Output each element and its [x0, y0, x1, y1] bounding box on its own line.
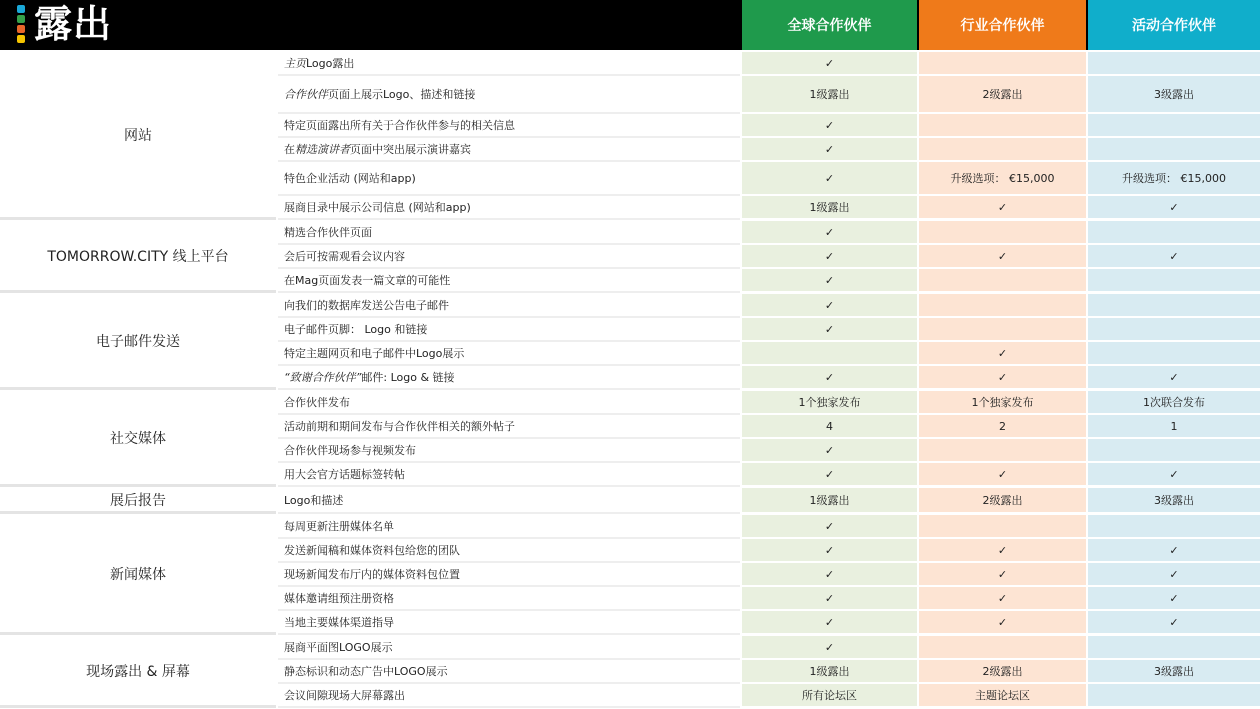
feature-label — [278, 660, 740, 684]
feature-label — [278, 52, 740, 76]
feature-text: 精选合作伙伴页面 — [284, 226, 372, 239]
industry-partner-cell: 2级露出 — [919, 488, 1086, 514]
event-partner-cell: ✓ — [1088, 463, 1260, 487]
event-partner-cell — [1088, 114, 1260, 138]
feature-text-suffix: 页面上展示Logo、描述和链接 — [328, 88, 476, 101]
feature-emphasis: “致谢合作伙伴” — [284, 371, 362, 384]
industry-partner-cell — [919, 138, 1086, 162]
brand-logo — [12, 2, 120, 48]
feature-text-suffix: Logo露出 — [306, 57, 355, 70]
global-partner-cell: 1个独家发布 — [742, 391, 917, 415]
category-website: 网站 — [0, 52, 276, 220]
event-partner-cell: 1次联合发布 — [1088, 391, 1260, 415]
feature-label — [278, 318, 740, 342]
column-header-industry: 行业合作伙伴 — [919, 0, 1086, 50]
feature-text: 活动前期和期间发布与合作伙伴相关的额外帖子 — [284, 420, 515, 433]
feature-emphasis: 精选演讲者 — [295, 143, 350, 156]
event-partner-cell: ✓ — [1088, 539, 1260, 563]
feature-text: 特定主题网页和电子邮件中Logo展示 — [284, 347, 465, 360]
global-partner-cell: ✓ — [742, 611, 917, 635]
global-partner-cell: ✓ — [742, 563, 917, 587]
feature-text: 每周更新注册媒体名单 — [284, 520, 394, 533]
feature-text: 在Mag页面发表一篇文章的可能性 — [284, 274, 451, 287]
global-partner-cell: ✓ — [742, 366, 917, 390]
logo-bar-1 — [17, 5, 25, 13]
feature-label — [278, 114, 740, 138]
feature-label — [278, 611, 740, 635]
feature-text: 合作伙伴发布 — [284, 396, 350, 409]
feature-label — [278, 269, 740, 293]
feature-label — [278, 488, 740, 514]
industry-partner-cell: ✓ — [919, 463, 1086, 487]
event-partner-cell: ✓ — [1088, 563, 1260, 587]
feature-label — [278, 539, 740, 563]
event-partner-cell: 3级露出 — [1088, 488, 1260, 514]
industry-partner-cell: ✓ — [919, 366, 1086, 390]
event-partner-cell: 3级露出 — [1088, 660, 1260, 684]
industry-partner-cell: ✓ — [919, 245, 1086, 269]
global-partner-cell: ✓ — [742, 636, 917, 660]
industry-partner-cell: ✓ — [919, 611, 1086, 635]
logo-mark-icon — [17, 5, 27, 45]
industry-partner-cell: ✓ — [919, 342, 1086, 366]
category-press-media: 新闻媒体 — [0, 515, 276, 635]
feature-label — [278, 391, 740, 415]
feature-text: 展商平面图LOGO展示 — [284, 641, 393, 654]
global-partner-cell: ✓ — [742, 587, 917, 611]
event-partner-cell: ✓ — [1088, 587, 1260, 611]
event-partner-cell — [1088, 269, 1260, 293]
category-onsite-screens: 现场露出 & 屏幕 — [0, 636, 276, 708]
category-online-platform: TOMORROW.CITY 线上平台 — [0, 221, 276, 293]
feature-label — [278, 294, 740, 318]
global-partner-cell: ✓ — [742, 162, 917, 196]
logo-bar-3 — [17, 25, 25, 33]
feature-label — [278, 587, 740, 611]
feature-label — [278, 342, 740, 366]
feature-label — [278, 563, 740, 587]
feature-text: Logo和描述 — [284, 494, 344, 507]
feature-label — [278, 138, 740, 162]
event-partner-cell: ✓ — [1088, 611, 1260, 635]
global-partner-cell: ✓ — [742, 439, 917, 463]
category-social-media: 社交媒体 — [0, 391, 276, 487]
global-partner-cell — [742, 342, 917, 366]
industry-partner-cell — [919, 515, 1086, 539]
feature-text: 用大会官方话题标签转帖 — [284, 468, 405, 481]
global-partner-cell: 1级露出 — [742, 196, 917, 220]
event-partner-cell — [1088, 342, 1260, 366]
industry-partner-cell — [919, 439, 1086, 463]
event-partner-cell: ✓ — [1088, 366, 1260, 390]
global-partner-cell: 1级露出 — [742, 660, 917, 684]
feature-text: 电子邮件页脚： Logo 和链接 — [284, 323, 428, 336]
feature-text: 向我们的数据库发送公告电子邮件 — [284, 299, 449, 312]
global-partner-cell: ✓ — [742, 138, 917, 162]
industry-partner-cell — [919, 294, 1086, 318]
global-partner-cell: ✓ — [742, 52, 917, 76]
global-partner-cell: ✓ — [742, 318, 917, 342]
global-partner-cell: 1级露出 — [742, 76, 917, 114]
global-partner-cell: ✓ — [742, 294, 917, 318]
industry-partner-cell: 1个独家发布 — [919, 391, 1086, 415]
global-partner-cell: ✓ — [742, 269, 917, 293]
feature-text: 在 — [284, 143, 295, 156]
logo-bar-2 — [17, 15, 25, 23]
industry-partner-cell: 升级选项： €15,000 — [919, 162, 1086, 196]
feature-label — [278, 366, 740, 390]
global-partner-cell: ✓ — [742, 221, 917, 245]
feature-text: 现场新闻发布厅内的媒体资料包位置 — [284, 568, 460, 581]
global-partner-cell: 1级露出 — [742, 488, 917, 514]
industry-partner-cell: ✓ — [919, 563, 1086, 587]
feature-text: 特色企业活动 (网站和app) — [284, 172, 416, 185]
global-partner-cell: ✓ — [742, 245, 917, 269]
feature-text: 发送新闻稿和媒体资料包给您的团队 — [284, 544, 460, 557]
feature-label — [278, 439, 740, 463]
global-partner-cell: 4 — [742, 415, 917, 439]
feature-text: 特定页面露出所有关于合作伙伴参与的相关信息 — [284, 119, 515, 132]
event-partner-cell — [1088, 294, 1260, 318]
industry-partner-cell — [919, 221, 1086, 245]
industry-partner-cell: 2级露出 — [919, 660, 1086, 684]
column-header-event: 活动合作伙伴 — [1088, 0, 1260, 50]
industry-partner-cell: ✓ — [919, 196, 1086, 220]
event-partner-cell — [1088, 318, 1260, 342]
industry-partner-cell: 主题论坛区 — [919, 684, 1086, 708]
event-partner-cell — [1088, 439, 1260, 463]
logo-bar-4 — [17, 35, 25, 43]
global-partner-cell: ✓ — [742, 114, 917, 138]
event-partner-cell — [1088, 515, 1260, 539]
feature-text: 会议间隙现场大屏幕露出 — [284, 689, 405, 702]
industry-partner-cell: ✓ — [919, 539, 1086, 563]
feature-label — [278, 463, 740, 487]
event-partner-cell — [1088, 221, 1260, 245]
feature-text: 静态标识和动态广告中LOGO展示 — [284, 665, 448, 678]
industry-partner-cell — [919, 269, 1086, 293]
feature-text: 展商目录中展示公司信息 (网站和app) — [284, 201, 471, 214]
event-partner-cell: ✓ — [1088, 245, 1260, 269]
feature-text: 会后可按需观看会议内容 — [284, 250, 405, 263]
event-partner-cell: 升级选项： €15,000 — [1088, 162, 1260, 196]
feature-label — [278, 415, 740, 439]
feature-text: 当地主要媒体渠道指导 — [284, 616, 394, 629]
industry-partner-cell — [919, 318, 1086, 342]
header-bar — [0, 0, 1260, 50]
feature-label — [278, 515, 740, 539]
feature-label — [278, 684, 740, 708]
page-title: 露出 — [34, 2, 113, 46]
global-partner-cell: ✓ — [742, 515, 917, 539]
industry-partner-cell: 2级露出 — [919, 76, 1086, 114]
feature-label — [278, 162, 740, 196]
event-partner-cell — [1088, 138, 1260, 162]
feature-text: 媒体邀请组预注册资格 — [284, 592, 394, 605]
event-partner-cell — [1088, 52, 1260, 76]
feature-text: 合作伙伴现场参与视频发布 — [284, 444, 416, 457]
industry-partner-cell: 2 — [919, 415, 1086, 439]
global-partner-cell: ✓ — [742, 463, 917, 487]
industry-partner-cell — [919, 52, 1086, 76]
global-partner-cell: ✓ — [742, 539, 917, 563]
event-partner-cell: 1 — [1088, 415, 1260, 439]
feature-label — [278, 245, 740, 269]
feature-label — [278, 196, 740, 220]
feature-label — [278, 636, 740, 660]
column-header-global: 全球合作伙伴 — [742, 0, 917, 50]
industry-partner-cell — [919, 114, 1086, 138]
feature-label — [278, 221, 740, 245]
industry-partner-cell — [919, 636, 1086, 660]
category-post-report: 展后报告 — [0, 488, 276, 514]
event-partner-cell: ✓ — [1088, 196, 1260, 220]
category-email: 电子邮件发送 — [0, 294, 276, 390]
event-partner-cell: 3级露出 — [1088, 76, 1260, 114]
event-partner-cell — [1088, 636, 1260, 660]
feature-text-suffix: 页面中突出展示演讲嘉宾 — [350, 143, 471, 156]
global-partner-cell: 所有论坛区 — [742, 684, 917, 708]
event-partner-cell — [1088, 684, 1260, 708]
feature-emphasis: 合作伙伴 — [284, 88, 328, 101]
feature-emphasis: 主页 — [284, 57, 306, 70]
feature-text-suffix: 邮件: Logo & 链接 — [361, 371, 455, 384]
industry-partner-cell: ✓ — [919, 587, 1086, 611]
feature-label — [278, 76, 740, 114]
